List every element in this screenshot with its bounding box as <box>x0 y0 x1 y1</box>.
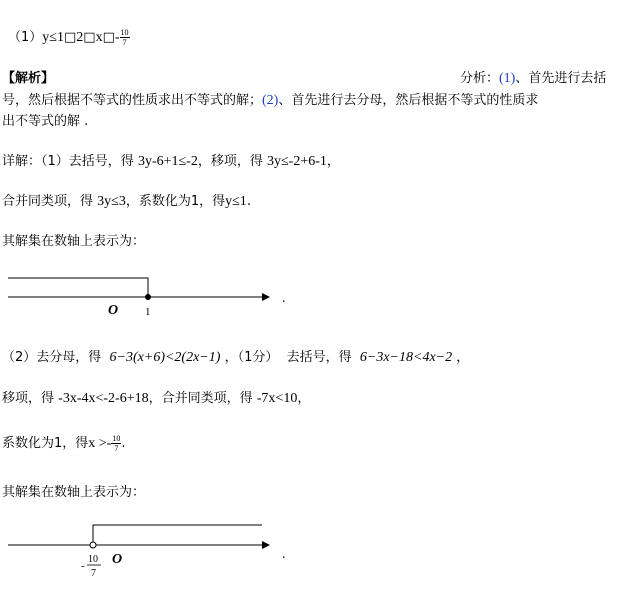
part2-line2 <box>2 390 310 407</box>
detail-text-1c: ， <box>326 154 340 169</box>
part2-text-a: （2）去分母，得 <box>2 350 102 365</box>
analysis-line2 <box>2 92 538 109</box>
answer-number: （1） <box>8 30 43 45</box>
equation-2: 3y≤-2+6-1 <box>267 154 327 169</box>
part2-line1 <box>2 349 469 366</box>
detail-line3: 其解集在数轴上表示为： <box>2 234 146 249</box>
part2-line4: 其解集在数轴上表示为： <box>2 485 146 500</box>
part2-text-l3b: . <box>121 436 126 451</box>
equation-6: 6−3x−18<4x−2 <box>359 350 453 365</box>
part2-text-l2c: ， <box>297 391 311 406</box>
analysis-text-2a: 号，然后根据不等式的性质求出不等式的解； <box>2 93 263 108</box>
box-glyph: □ <box>83 30 96 45</box>
answer-part1: y≤1 <box>42 30 64 45</box>
answer-fraction <box>120 28 130 47</box>
equation-1: 3y-6+1≤-2 <box>137 154 198 169</box>
analysis-tag: 【解析】 <box>2 71 55 86</box>
axis-arrow <box>262 541 270 549</box>
fraction-denominator: 7 <box>122 38 127 47</box>
analysis-label: 分析： <box>460 71 500 86</box>
fraction-numerator: 10 <box>120 28 129 37</box>
analysis-marker-2: (2) <box>262 93 279 108</box>
detail-text-2b: ，系数化为1，得 <box>125 194 226 209</box>
equation-8: -7x<10 <box>256 391 298 406</box>
origin-label: O <box>112 552 123 567</box>
analysis-line1 <box>460 70 606 87</box>
analysis-text-1: 、首先进行去括 <box>515 71 607 86</box>
axis-arrow <box>262 293 270 301</box>
detail-label: 详解： <box>2 154 42 169</box>
fraction-denominator: 7 <box>114 444 119 453</box>
tick-label-denominator: 7 <box>91 568 96 579</box>
analysis-text-2b: 、首先进行去分母，然后根据不等式的性质求 <box>278 93 539 108</box>
answer-minus: - <box>114 30 120 45</box>
analysis-line3 <box>2 113 88 130</box>
part2-line3 <box>2 434 125 453</box>
analysis-text-3: 出不等式的解 <box>2 114 81 129</box>
part2-text-b: ，（1分） <box>224 350 279 365</box>
detail-line2 <box>2 193 251 210</box>
detail-text-1b: ，移项，得 <box>197 154 263 169</box>
part2-text-d: ， <box>456 350 470 365</box>
part2-fraction <box>111 434 121 453</box>
detail-text-2: 合并同类项，得 <box>2 194 94 209</box>
part2-text-c: 去括号，得 <box>286 350 352 365</box>
equation-9: x >- <box>88 436 112 451</box>
answer-x: x <box>95 30 103 45</box>
detail-text-1: （1）去括号，得 <box>41 154 134 169</box>
fraction-numerator: 10 <box>112 434 121 443</box>
analysis-dot: . <box>84 114 89 129</box>
hollow-point <box>90 542 96 548</box>
line-end-dot: . <box>282 547 286 562</box>
equation-5: 6−3(x+6)<2(2x−1) <box>109 350 221 365</box>
solution-bracket <box>8 278 148 297</box>
number-line-2 <box>0 518 300 588</box>
solution-bracket <box>93 525 262 542</box>
origin-label: O <box>108 303 119 318</box>
analysis-marker-1: (1) <box>499 71 516 86</box>
tick-label-sign: - <box>81 560 85 572</box>
box-glyph: □ <box>63 30 77 45</box>
solid-point <box>145 294 151 300</box>
number-line-1 <box>0 272 300 322</box>
answer-two: 2 <box>76 30 84 45</box>
answer-line <box>8 28 130 47</box>
part2-text-l2b: ，合并同类项，得 <box>148 391 253 406</box>
equation-4: y≤1 <box>225 194 247 209</box>
tick-label-1: 1 <box>145 306 151 318</box>
box-glyph: □ <box>102 30 115 45</box>
detail-line1 <box>2 153 340 170</box>
equation-3: 3y≤3 <box>97 194 126 209</box>
line-end-dot: . <box>282 291 286 306</box>
detail-text-2c: . <box>246 194 251 209</box>
part2-text-l2a: 移项，得 <box>2 391 55 406</box>
tick-label-numerator: 10 <box>88 554 98 565</box>
part2-text-l3a: 系数化为1，得 <box>2 436 89 451</box>
equation-7: -3x-4x<-2-6+18 <box>58 391 149 406</box>
